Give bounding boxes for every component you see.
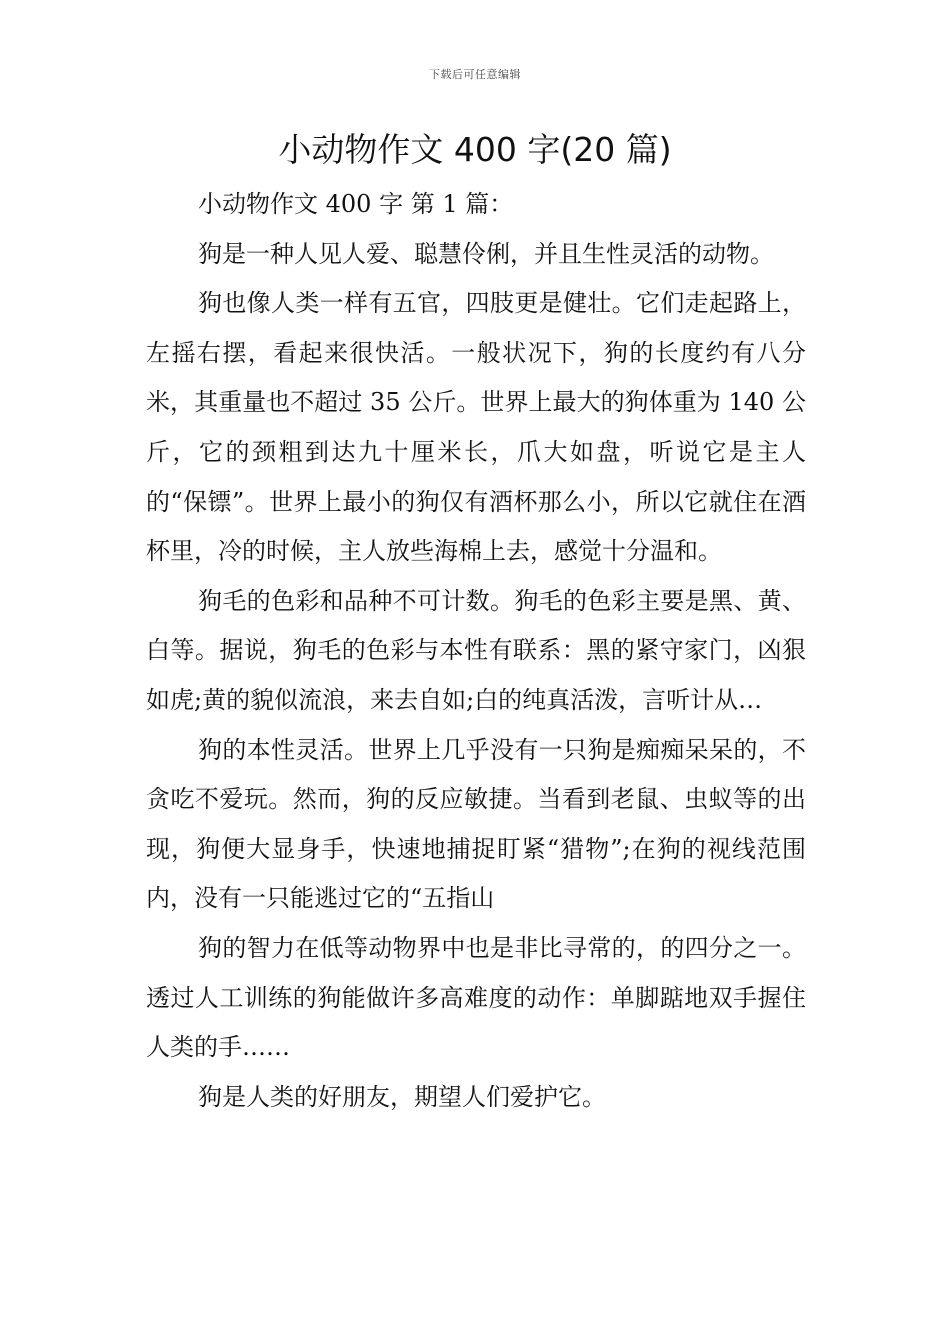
paragraph-4: 狗的本性灵活。世界上几乎没有一只狗是痴痴呆呆的，不贪吃不爱玩。然而，狗的反应敏捷。当看到老鼠、虫蚁等的出现，狗便大显身手，快速地捕捉盯紧“猎物”;在狗的视线范围内，没有一只能逃过它的“五指山 <box>146 735 806 913</box>
paragraph-3: 狗毛的色彩和品种不可计数。狗毛的色彩主要是黑、黄、白等。据说，狗毛的色彩与本性有联系：黑的紧守家门，凶狠如虎;黄的貌似流浪，来去自如;白的纯真活泼，言听计从… <box>146 586 806 714</box>
paragraph-1: 狗是一种人见人爱、聪慧伶俐，并且生性灵活的动物。 <box>198 239 774 268</box>
header-note: 下载后可任意编辑 <box>429 68 521 81</box>
document-title: 小动物作文 400 字(20 篇) <box>278 130 672 169</box>
paragraph-5: 狗的智力在低等动物界中也是非比寻常的，的四分之一。透过人工训练的狗能做许多高难度的动作：单脚踮地双手握住人类的手…… <box>146 933 806 1062</box>
paragraph-6: 狗是人类的好朋友，期望人们爱护它。 <box>198 1082 606 1111</box>
paragraph-2: 狗也像人类一样有五官，四肢更是健壮。它们走起路上，左摇右摆，看起来很快活。一般状况下，狗的长度约有八分米，其重量也不超过 35 公斤。世界上最大的狗体重为 140 公斤，它的颈粗到达九十厘米长，爪大如盘，听说它是主人的“保镖”。世界上最小的狗仅有酒杯那么小，所以它就住在酒杯里，冷的时候，主人放些海棉上去，感觉十分温和。 <box>146 289 806 566</box>
section-subheading: 小动物作文 400 字 第 1 篇： <box>198 190 514 218</box>
article-body <box>146 180 806 1122</box>
